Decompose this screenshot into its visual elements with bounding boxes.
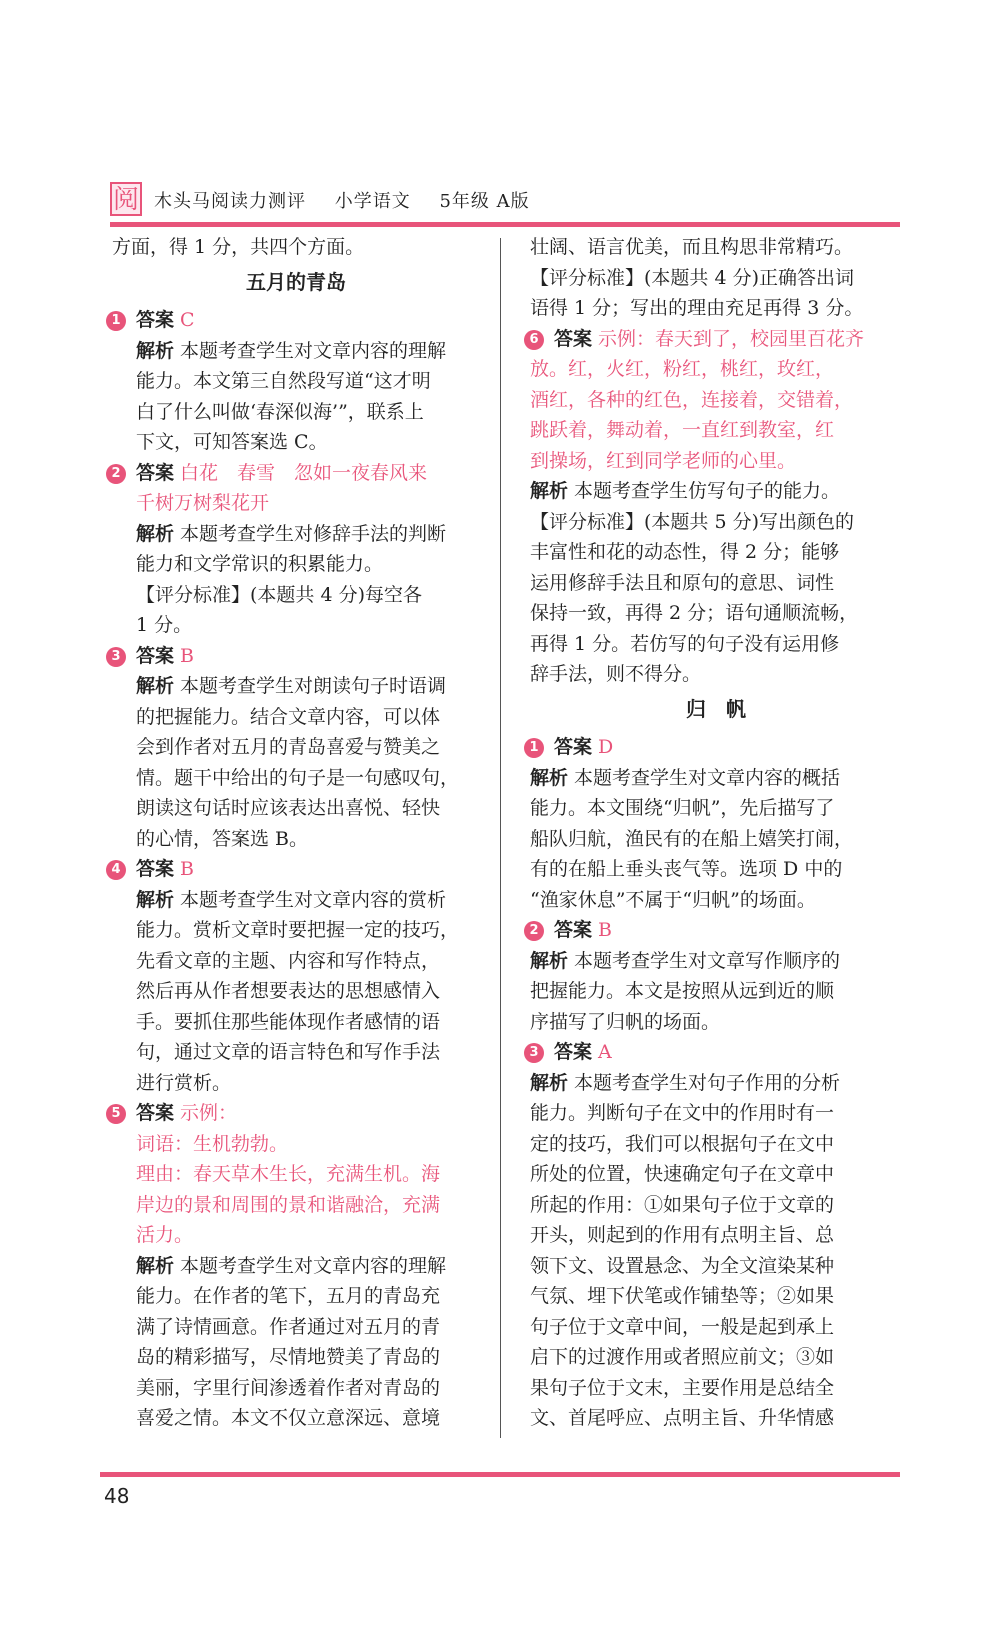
analysis-line bbox=[530, 946, 902, 977]
analysis-line: 的把握能力。结合文章内容，可以体 bbox=[136, 705, 441, 728]
analysis-line: 先看文章的主题、内容和写作特点， bbox=[136, 949, 441, 972]
analysis-line bbox=[530, 763, 902, 794]
question-number-badge: 5 bbox=[106, 1104, 126, 1124]
analysis-line: 能力。本文围绕“归帆”，先后描写了 bbox=[530, 797, 835, 819]
section-title-wuyue: 五月的青岛 bbox=[246, 269, 346, 294]
analysis-line: 能力。本文第三自然段写道“这才明 bbox=[136, 370, 431, 392]
analysis-line: “渔家休息”不属于“归帆”的场面。 bbox=[530, 888, 816, 911]
page-header bbox=[110, 182, 900, 222]
question-6 bbox=[530, 324, 902, 355]
analysis-text: 本题考查学生对句子作用的分析 bbox=[574, 1071, 841, 1094]
subject-name: 小学语文 bbox=[334, 191, 411, 212]
analysis-label: 解析 bbox=[136, 1254, 175, 1277]
analysis-line bbox=[530, 1068, 902, 1099]
analysis-label: 解析 bbox=[530, 1071, 569, 1094]
analysis-text: 本题考查学生对文章内容的赏析 bbox=[180, 888, 447, 911]
scoring-line: 1 分。 bbox=[136, 614, 193, 636]
scoring-line: 辞手法，则不得分。 bbox=[530, 663, 702, 685]
series-name: 木头马阅读力测评 bbox=[154, 191, 306, 212]
grade-name: 5年级 A版 bbox=[439, 191, 530, 212]
analysis-label: 解析 bbox=[136, 522, 175, 545]
analysis-line: 会到作者对五月的青岛喜爱与赞美之 bbox=[136, 736, 441, 758]
question-1 bbox=[112, 305, 480, 336]
answer-value: 示例： bbox=[180, 1102, 238, 1124]
question-number-badge: 3 bbox=[106, 647, 126, 667]
analysis-text: 本题考查学生对朗读句子时语调 bbox=[180, 675, 447, 697]
analysis-label: 解析 bbox=[136, 888, 175, 911]
analysis-line: 下文，可知答案选 C。 bbox=[136, 431, 328, 453]
analysis-line bbox=[530, 476, 902, 507]
analysis-line: 手。要抓住那些能体现作者感情的语 bbox=[136, 1010, 441, 1033]
analysis-line: 序描写了归帆的场面。 bbox=[530, 1010, 721, 1033]
analysis-line bbox=[112, 336, 480, 367]
answer-label: 答案 bbox=[554, 736, 593, 758]
scoring-line: 运用修辞手法且和原句的意思、词性 bbox=[530, 571, 835, 594]
analysis-line: 情。题干中给出的句子是一句感叹句， bbox=[136, 766, 460, 789]
answer-label: 答案 bbox=[554, 919, 593, 941]
intro-line: 方面，得 1 分，共四个方面。 bbox=[112, 236, 365, 258]
answer-example-line: 活力。 bbox=[136, 1224, 194, 1246]
analysis-line: 岛的精彩描写，尽情地赞美了青岛的 bbox=[136, 1346, 441, 1368]
analysis-text: 本题考查学生对修辞手法的判断 bbox=[180, 522, 447, 545]
answer-label: 答案 bbox=[136, 858, 175, 880]
analysis-line: 句子位于文章中间，一般是起到承上 bbox=[530, 1315, 835, 1338]
question-number-badge: 3 bbox=[524, 1043, 544, 1063]
scoring-line: 再得 1 分。若仿写的句子没有运用修 bbox=[530, 632, 840, 655]
analysis-text: 本题考查学生仿写句子的能力。 bbox=[574, 480, 841, 502]
answer-value: B bbox=[180, 644, 194, 667]
header-title bbox=[154, 187, 552, 213]
question-3 bbox=[112, 641, 480, 672]
question-number-badge: 1 bbox=[106, 311, 126, 331]
question-number-badge: 2 bbox=[524, 921, 544, 941]
answer-example-line: 理由：春天草木生长，充满生机。海 bbox=[136, 1163, 441, 1185]
analysis-line: 能力。赏析文章时要把握一定的技巧， bbox=[136, 919, 460, 941]
analysis-line: 进行赏析。 bbox=[136, 1071, 232, 1094]
question-4 bbox=[112, 854, 480, 885]
analysis-line: 定的技巧，我们可以根据句子在文中 bbox=[530, 1132, 835, 1155]
answer-value: B bbox=[598, 919, 612, 941]
analysis-line: 能力和文学常识的积累能力。 bbox=[136, 553, 384, 575]
footer-divider bbox=[100, 1472, 900, 1477]
answer-example-line: 跳跃着，舞动着，一直红到教室，红 bbox=[530, 419, 835, 441]
answer-label: 答案 bbox=[136, 461, 175, 484]
analysis-line: 能力。在作者的笔下，五月的青岛充 bbox=[136, 1285, 441, 1307]
scoring-line: 保持一致，再得 2 分；语句通顺流畅， bbox=[530, 602, 859, 624]
answer-value: C bbox=[180, 309, 195, 331]
analysis-line: 所处的位置，快速确定句子在文章中 bbox=[530, 1163, 835, 1185]
analysis-line: 把握能力。本文是按照从远到近的顺 bbox=[530, 980, 835, 1002]
analysis-line: 然后再从作者想要表达的思想感情入 bbox=[136, 980, 441, 1002]
answer-value: 千树万树梨花开 bbox=[136, 492, 270, 514]
analysis-line: 满了诗情画意。作者通过对五月的青 bbox=[136, 1315, 441, 1338]
page-number: 48 bbox=[104, 1484, 130, 1508]
analysis-line bbox=[112, 1251, 480, 1282]
analysis-line bbox=[112, 671, 480, 702]
analysis-label: 解析 bbox=[136, 675, 175, 697]
series-logo-icon: 阅 bbox=[110, 182, 142, 216]
answer-label: 答案 bbox=[136, 1102, 175, 1124]
analysis-line: 的心情，答案选 B。 bbox=[136, 827, 309, 850]
analysis-label: 解析 bbox=[530, 480, 569, 502]
analysis-text: 本题考查学生对文章内容的理解 bbox=[180, 1254, 447, 1277]
answer-example-line: 岸边的景和周围的景和谐融洽，充满 bbox=[136, 1193, 441, 1216]
answer-example-line: 词语：生机勃勃。 bbox=[136, 1132, 289, 1155]
analysis-label: 解析 bbox=[136, 339, 175, 362]
left-column bbox=[112, 232, 480, 1434]
answer-value: B bbox=[180, 858, 194, 880]
right-column bbox=[530, 232, 902, 1434]
analysis-line: 文、首尾呼应、点明主旨、升华情感 bbox=[530, 1407, 835, 1429]
continued-line: 壮阔、语言优美，而且构思非常精巧。 bbox=[530, 236, 854, 258]
analysis-line: 船队归航，渔民有的在船上嬉笑打闹， bbox=[530, 827, 854, 850]
answer-label: 答案 bbox=[554, 1041, 593, 1063]
analysis-text: 本题考查学生对文章写作顺序的 bbox=[574, 949, 841, 972]
analysis-line: 能力。判断句子在文中的作用时有一 bbox=[530, 1102, 835, 1124]
analysis-line: 朗读这句话时应该表达出喜悦、轻快 bbox=[136, 797, 441, 819]
analysis-label: 解析 bbox=[530, 949, 569, 972]
scoring-line: 【评分标准】(本题共 5 分)写出颜色的 bbox=[530, 510, 854, 533]
analysis-line: 句，通过文章的语言特色和写作手法 bbox=[136, 1041, 441, 1063]
analysis-line bbox=[112, 519, 480, 550]
analysis-line: 气氛、埋下伏笔或作铺垫等；②如果 bbox=[530, 1285, 835, 1307]
question-r1 bbox=[530, 732, 902, 763]
answer-value: 白花 春雪 忽如一夜春风来 bbox=[180, 461, 428, 484]
question-number-badge: 4 bbox=[106, 860, 126, 880]
question-number-badge: 6 bbox=[524, 330, 544, 350]
answer-example-line: 到操场，红到同学老师的心里。 bbox=[530, 449, 797, 472]
answer-value: 示例：春天到了，校园里百花齐 bbox=[598, 327, 865, 350]
answer-example-line: 放。红，火红，粉红，桃红，玫红， bbox=[530, 358, 835, 380]
question-5 bbox=[112, 1098, 480, 1129]
answer-example-line: 酒红，各种的红色，连接着，交错着， bbox=[530, 388, 854, 411]
analysis-line: 开头，则起到的作用有点明主旨、总 bbox=[530, 1224, 835, 1246]
analysis-line bbox=[112, 885, 480, 916]
answer-label: 答案 bbox=[554, 327, 593, 350]
question-r2 bbox=[530, 915, 902, 946]
question-r3 bbox=[530, 1037, 902, 1068]
question-2 bbox=[112, 458, 480, 489]
question-number-badge: 2 bbox=[106, 464, 126, 484]
scoring-line: 丰富性和花的动态性，得 2 分；能够 bbox=[530, 541, 840, 563]
answer-label: 答案 bbox=[136, 644, 175, 667]
header-divider bbox=[110, 222, 900, 227]
analysis-line: 喜爱之情。本文不仅立意深远、意境 bbox=[136, 1407, 441, 1429]
analysis-line: 所起的作用：①如果句子位于文章的 bbox=[530, 1193, 835, 1216]
analysis-line: 美丽，字里行间渗透着作者对青岛的 bbox=[136, 1376, 441, 1399]
analysis-text: 本题考查学生对文章内容的概括 bbox=[574, 766, 841, 789]
section-title-guifan: 归 帆 bbox=[686, 696, 746, 721]
scoring-line: 【评分标准】(本题共 4 分)正确答出词 bbox=[530, 266, 854, 289]
answer-value: A bbox=[598, 1041, 612, 1063]
analysis-line: 领下文、设置悬念、为全文渲染某种 bbox=[530, 1254, 835, 1277]
analysis-label: 解析 bbox=[530, 766, 569, 789]
analysis-line: 有的在船上垂头丧气等。选项 D 中的 bbox=[530, 858, 843, 880]
question-number-badge: 1 bbox=[524, 738, 544, 758]
analysis-line: 果句子位于文末，主要作用是总结全 bbox=[530, 1376, 835, 1399]
scoring-line: 【评分标准】(本题共 4 分)每空各 bbox=[136, 583, 422, 606]
analysis-text: 本题考查学生对文章内容的理解 bbox=[180, 339, 447, 362]
scoring-line: 语得 1 分；写出的理由充足再得 3 分。 bbox=[530, 297, 864, 319]
answer-label: 答案 bbox=[136, 309, 175, 331]
answer-value: D bbox=[598, 736, 614, 758]
column-divider bbox=[500, 238, 501, 1438]
analysis-line: 启下的过渡作用或者照应前文；③如 bbox=[530, 1346, 835, 1368]
analysis-line: 白了什么叫做‘春深似海’”，联系上 bbox=[136, 400, 424, 423]
